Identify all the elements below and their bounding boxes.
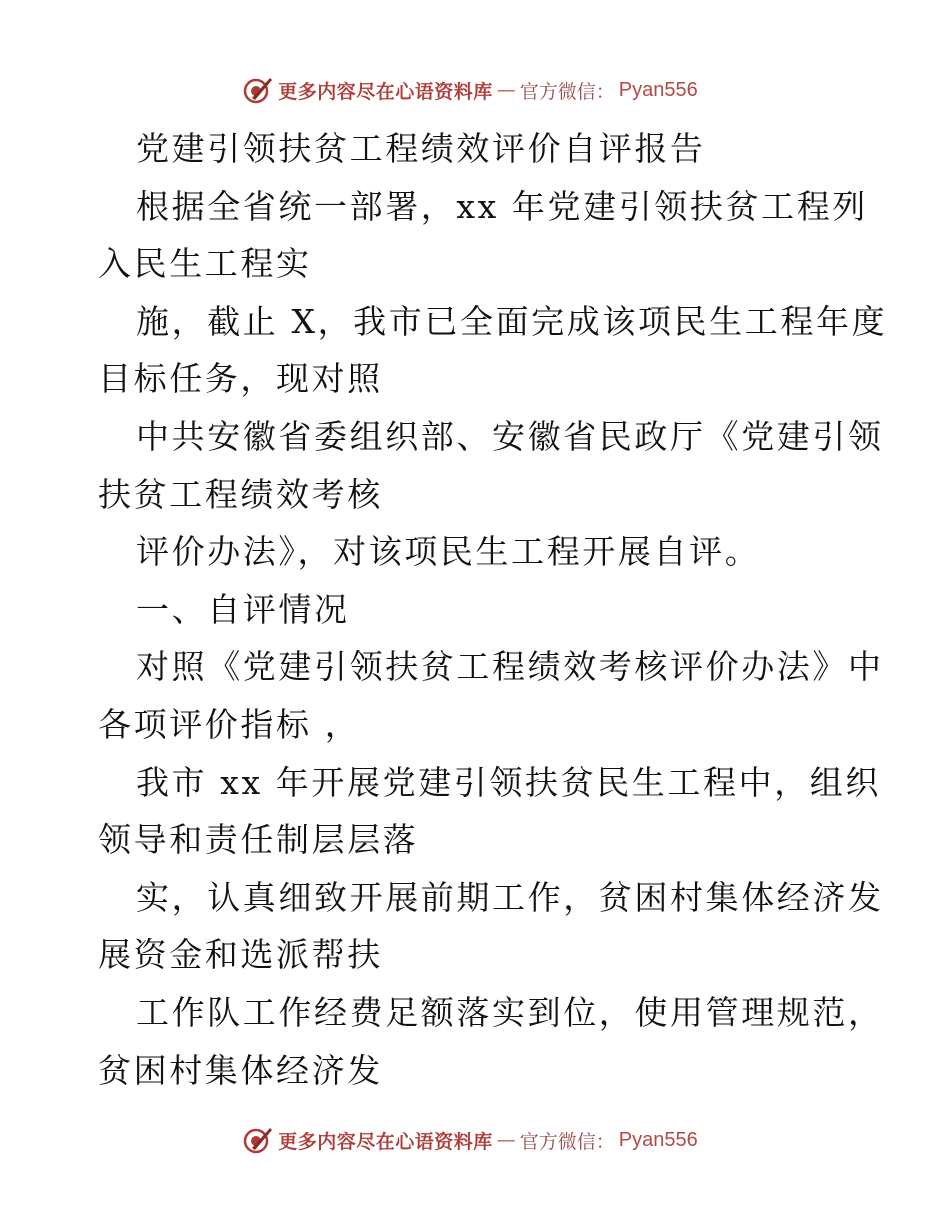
paragraph-line: 对照《党建引领扶贫工程绩效考核评价办法》中	[136, 647, 884, 687]
quill-in-circle-icon	[242, 1124, 274, 1156]
paragraph-line: 领导和责任制层层落	[98, 820, 419, 860]
paragraph-line: 根据全省统一部署，xx 年党建引领扶贫工程列	[136, 186, 868, 226]
banner-wechat-label: 官方微信：	[519, 80, 615, 103]
footer-watermark-banner	[0, 1120, 950, 1160]
paragraph-line: 评价办法》，对该项民生工程开展自评。	[136, 532, 761, 572]
document-body	[98, 120, 888, 1099]
banner-dash: —	[496, 79, 516, 101]
banner-wechat-id: Pyan556	[618, 78, 698, 101]
paragraph-line: 目标任务，现对照	[98, 359, 383, 399]
paragraph-line: 我市 xx 年开展党建引领扶贫民生工程中，组织	[136, 762, 882, 802]
section-heading: 一、自评情况	[136, 589, 350, 629]
document-title: 党建引领扶贫工程绩效评价自评报告	[136, 129, 706, 168]
header-watermark-banner	[0, 70, 950, 110]
paragraph-line: 展资金和选派帮扶	[98, 935, 383, 975]
paragraph-line: 各项评价指标 ，	[98, 704, 361, 744]
paragraph-line: 工作队工作经费足额落实到位，使用管理规范，	[136, 992, 884, 1032]
banner-dash: —	[496, 1129, 516, 1151]
banner-wechat-id: Pyan556	[618, 1128, 698, 1151]
paragraph-line: 实，认真细致开展前期工作，贫困村集体经济发	[136, 877, 884, 917]
banner-wechat-label: 官方微信：	[519, 1130, 615, 1153]
paragraph-line: 施，截止 X，我市已全面完成该项民生工程年度	[136, 301, 888, 341]
quill-in-circle-icon	[242, 74, 274, 106]
banner-slogan: 更多内容尽在心语资料库	[278, 1130, 493, 1153]
paragraph-line: 中共安徽省委组织部、安徽省民政厅《党建引领	[136, 416, 884, 456]
paragraph-line: 入民生工程实	[98, 244, 312, 284]
paragraph-line: 贫困村集体经济发	[98, 1050, 383, 1090]
banner-slogan: 更多内容尽在心语资料库	[278, 80, 493, 103]
paragraph-line: 扶贫工程绩效考核	[98, 474, 383, 514]
